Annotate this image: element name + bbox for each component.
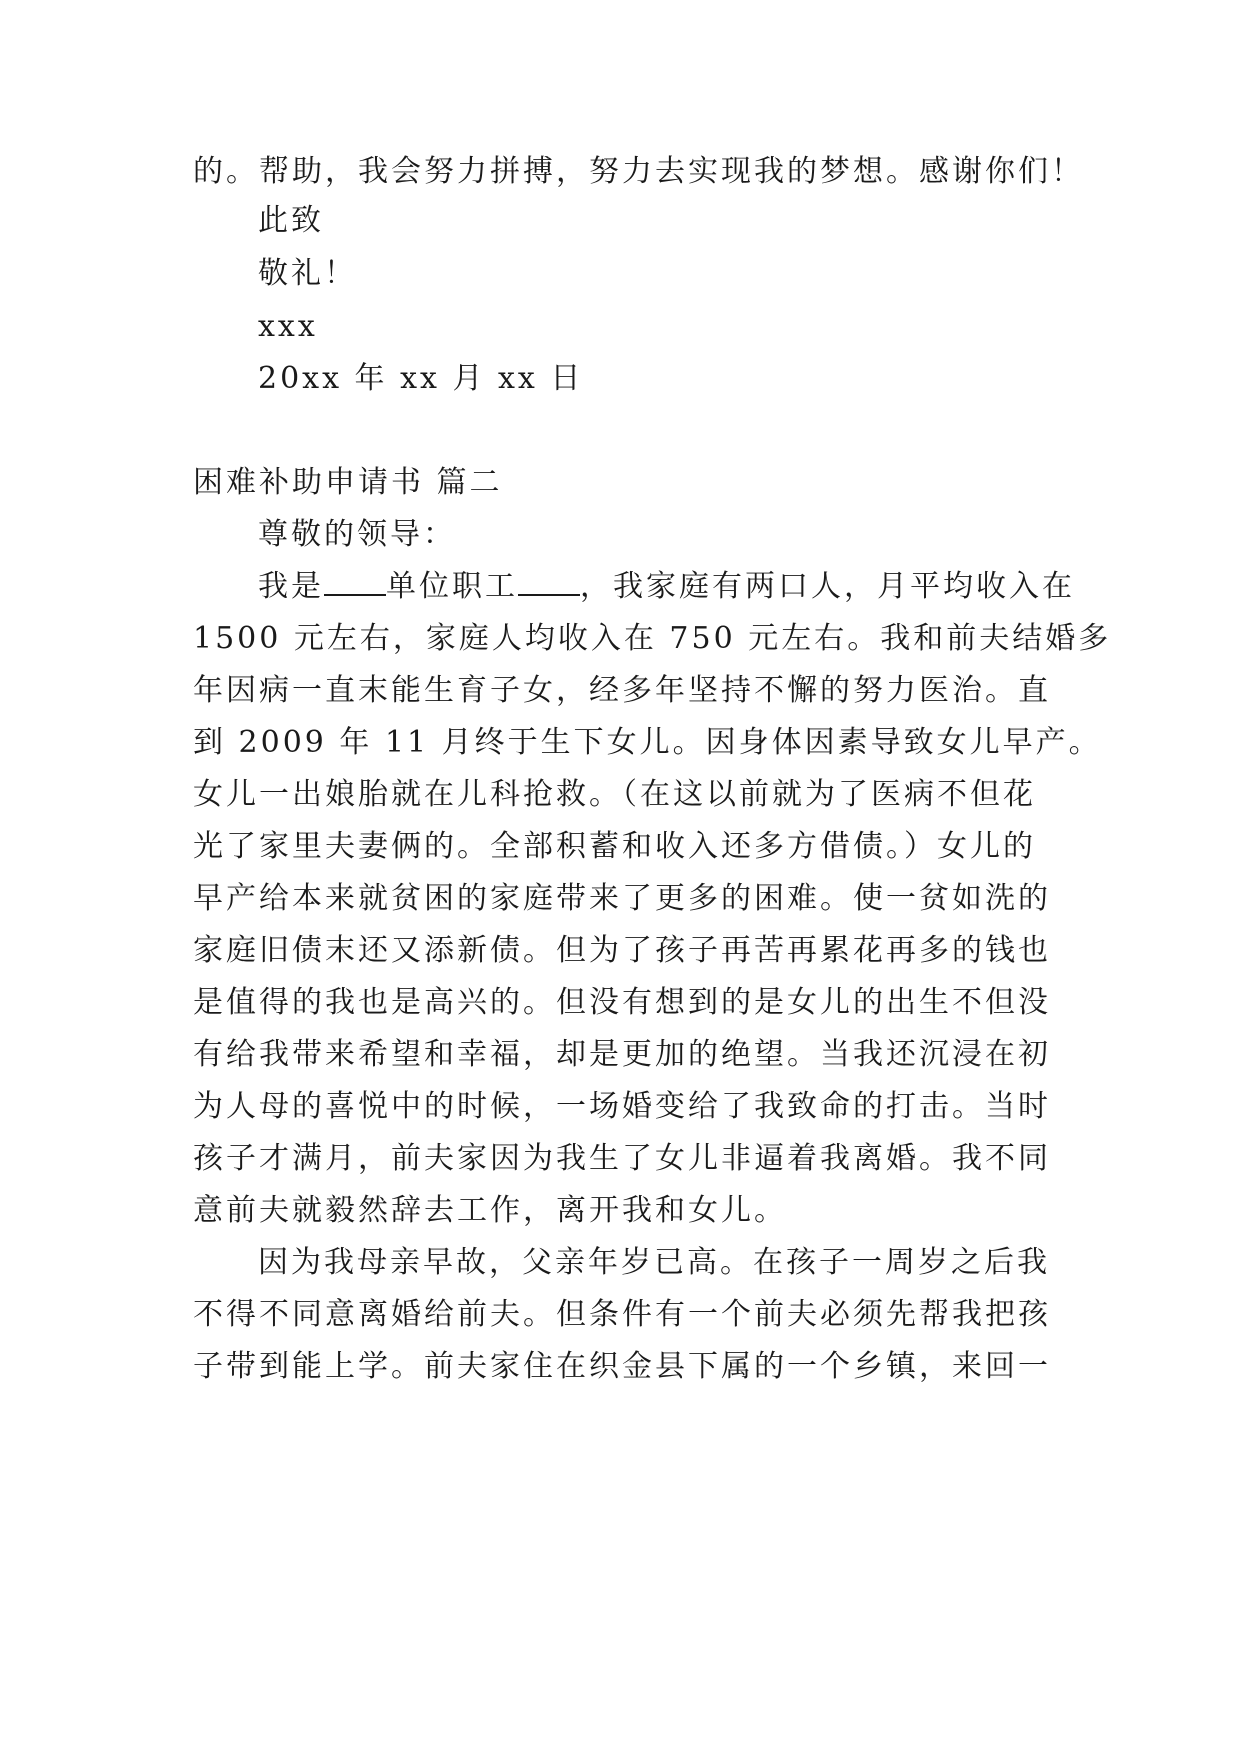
paragraph-line: 孩子才满月，前夫家因为我生了女儿非逼着我离婚。我不同 [193,1141,1051,1176]
text-fragment: 我是 [258,569,324,604]
section-heading: 困难补助申请书 篇二 [193,465,503,500]
text-fragment: 单位职工 [386,569,518,604]
paragraph-line: 意前夫就毅然辞去工作，离开我和女儿。 [193,1193,787,1228]
paragraph-line: 家庭旧债末还又添新债。但为了孩子再苦再累花再多的钱也 [193,933,1051,968]
paragraph-line: 有给我带来希望和幸福，却是更加的绝望。当我还沉浸在初 [193,1037,1051,1072]
fill-in-blank [518,568,580,596]
paragraph-line: 不得不同意离婚给前夫。但条件有一个前夫必须先帮我把孩 [193,1297,1051,1332]
paragraph-line: 为人母的喜悦中的时候，一场婚变给了我致命的打击。当时 [193,1089,1051,1124]
paragraph-1-first-line [258,567,1075,607]
signer-name: xxx [258,309,318,344]
paragraph-2-first-line: 因为我母亲早故，父亲年岁已高。在孩子一周岁之后我 [258,1245,1050,1280]
paragraph-line: 子带到能上学。前夫家住在织金县下属的一个乡镇，来回一 [193,1349,1051,1384]
paragraph-line: 女儿一出娘胎就在儿科抢救。（在这以前就为了医病不但花 [193,777,1036,812]
paragraph-line: 到 2009 年 11 月终于生下女儿。因身体因素导致女儿早产。 [193,725,1102,760]
salutation-line-2: 敬礼！ [258,256,357,291]
salutation-line-1: 此致 [258,203,324,238]
paragraph-line: 光了家里夫妻俩的。全部积蓄和收入还多方借债。）女儿的 [193,829,1036,864]
fill-in-blank [324,568,386,596]
paragraph-line: 年因病一直末能生育子女，经多年坚持不懈的努力医治。直 [193,673,1051,708]
text-fragment: ，我家庭有两口人，月平均收入在 [580,569,1075,604]
letter-date: 20xx 年 xx 月 xx 日 [258,361,584,396]
paragraph-line: 1500 元左右，家庭人均收入在 750 元左右。我和前夫结婚多 [193,621,1112,656]
paragraph-line: 早产给本来就贫困的家庭带来了更多的困难。使一贫如洗的 [193,881,1051,916]
closing-line: 的。帮助，我会努力拼搏，努力去实现我的梦想。感谢你们！ [193,154,1084,189]
paragraph-line: 是值得的我也是高兴的。但没有想到的是女儿的出生不但没 [193,985,1051,1020]
greeting: 尊敬的领导： [258,517,456,552]
